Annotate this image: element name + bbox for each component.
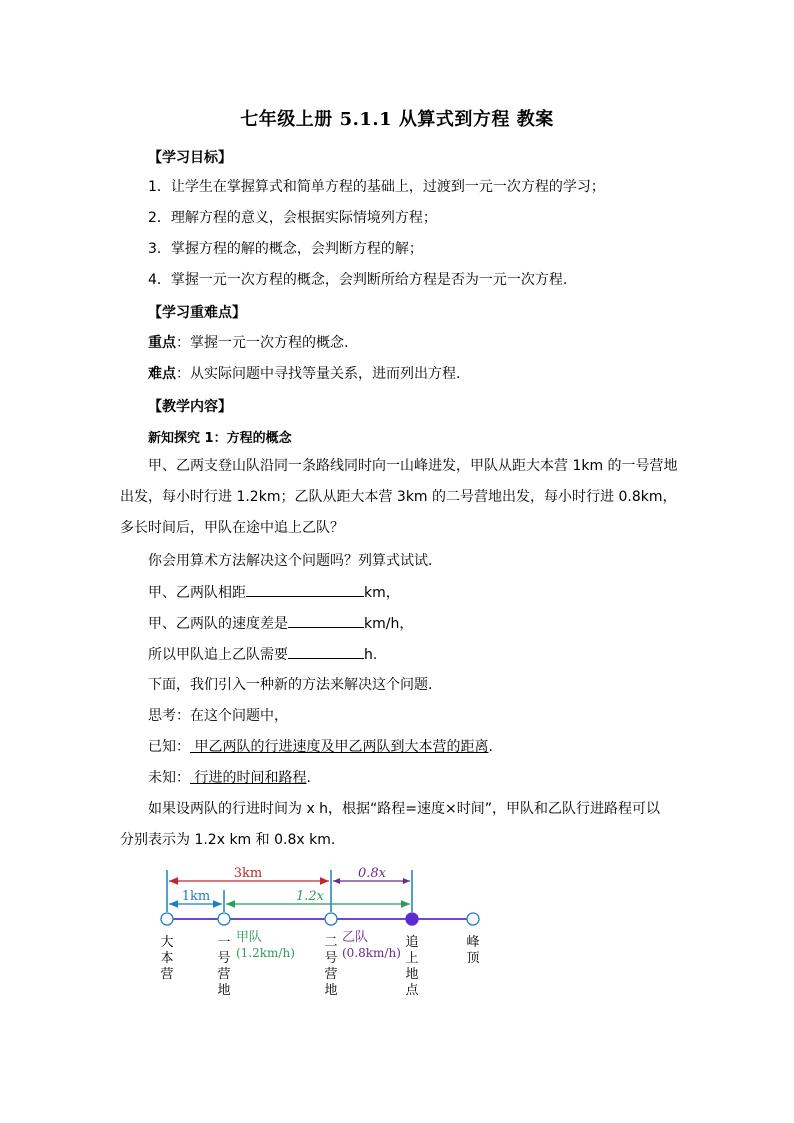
goal-1: 1．让学生在掌握算式和简单方程的基础上，过渡到一元一次方程的学习； [148,179,605,195]
camp2-char-2: 号 [324,951,338,966]
explore-title: 新知探究 1：方程的概念 [148,431,292,446]
peak-char-2: 顶 [466,951,480,966]
focus-text: ：掌握一元一次方程的概念. [176,335,349,351]
fill-3-text: 所以甲队追上乙队需要 [148,647,288,663]
camp1-char-4: 地 [217,983,231,998]
point-camp2 [325,913,337,925]
fill-blank-distance[interactable] [246,582,364,597]
catch-char-3: 地 [405,967,419,982]
camp1-char-3: 营 [217,967,231,982]
goal-2: 2．理解方程的意义，会根据实际情境列方程； [148,210,437,226]
seg-3km-label: 3km [233,866,263,881]
unknown-end: . [306,770,311,786]
fill-2-text: 甲、乙两队的速度差是 [148,616,288,632]
point-peak [467,913,479,925]
diagram-svg [140,860,520,1010]
point-base [161,913,173,925]
team-a-speed: (1.2km/h) [236,946,295,960]
team-b-speed: (0.8km/h) [342,946,401,960]
base-char-1: 大 [160,935,174,950]
team-b-label: 乙队 [342,930,369,945]
known-end: . [488,739,493,755]
catch-char-4: 点 [405,983,419,998]
difficulty-text: ：从实际问题中寻找等量关系，进而列出方程. [176,366,461,382]
seg-08x-tail [333,878,340,884]
point-camp1 [218,913,230,925]
catch-char-2: 上 [405,951,419,966]
base-char-3: 营 [160,967,174,982]
camp1-char-1: 一 [217,935,231,950]
fill-line-2 [148,613,413,634]
focus-label: 重点 [148,335,176,351]
assume-line-2: 分别表示为 1.2x km 和 0.8x km. [120,832,336,848]
fill-blank-speed-diff[interactable] [288,613,364,628]
seg-1km-label: 1km [181,889,211,904]
unknown-answer: 行进的时间和路程 [190,770,307,786]
point-catch [406,913,418,925]
peak-char-1: 峰 [466,935,480,950]
team-a-label: 甲队 [236,930,263,945]
focus-line [148,333,348,353]
seg-08x-label: 0.8x [357,866,387,881]
camp2-char-1: 二 [324,935,338,950]
base-char-2: 本 [160,951,174,966]
fill-line-1 [148,582,400,603]
seg-08x-head [403,878,410,884]
camp2-char-4: 地 [324,983,338,998]
page-title: 七年级上册 5.1.1 从算式到方程 教案 [240,109,554,130]
known-answer: 甲乙两队的行进速度及甲乙两队到大本营的距离 [190,739,489,755]
fill-1-text: 甲、乙两队相距 [148,585,246,601]
distance-diagram [140,860,520,1014]
fill-2-unit: km/h， [364,616,414,632]
fill-3-unit: h. [364,647,378,663]
seg-12x-label: 1.2x [295,889,325,904]
unknown-label: 未知： [148,770,190,786]
fill-blank-time[interactable] [288,644,364,659]
think-line: 思考：在这个问题中， [148,708,288,724]
fill-line-3 [148,644,377,665]
goal-4: 4．掌握一元一次方程的概念，会判断所给方程是否为一元一次方程. [148,272,568,288]
difficulty-line [148,364,460,384]
unknown-line [148,768,311,788]
next-line: 下面，我们引入一种新的方法来解决这个问题. [148,677,433,693]
known-line [148,737,493,757]
assume-line-1: 如果设两队的行进时间为 x h，根据“路程=速度×时间”，甲队和乙队行进路程可以 [148,801,661,817]
known-label: 已知： [148,739,190,755]
difficulty-label: 难点 [148,366,176,382]
section-goals: 【学习目标】 [148,150,232,166]
fill-1-unit: km， [364,585,400,601]
camp2-char-3: 营 [324,967,338,982]
section-content: 【教学内容】 [148,399,232,415]
section-key-points: 【学习重难点】 [148,305,246,321]
catch-char-1: 追 [405,935,419,950]
camp1-char-2: 号 [217,951,231,966]
goal-3: 3．掌握方程的解的概念，会判断方程的解； [148,241,423,257]
question-line: 你会用算术方法解决这个问题吗？列算式试试. [148,553,433,569]
problem-paragraph: 甲、乙两支登山队沿同一条路线同时向一山峰进发，甲队从距大本营 1km 的一号营地出发，每小时行进 1.2km；乙队从距大本营 3km 的二号营地出发，每小时行进 0.8km，多长时间后，甲队在途中追上乙队？ [120,458,678,536]
